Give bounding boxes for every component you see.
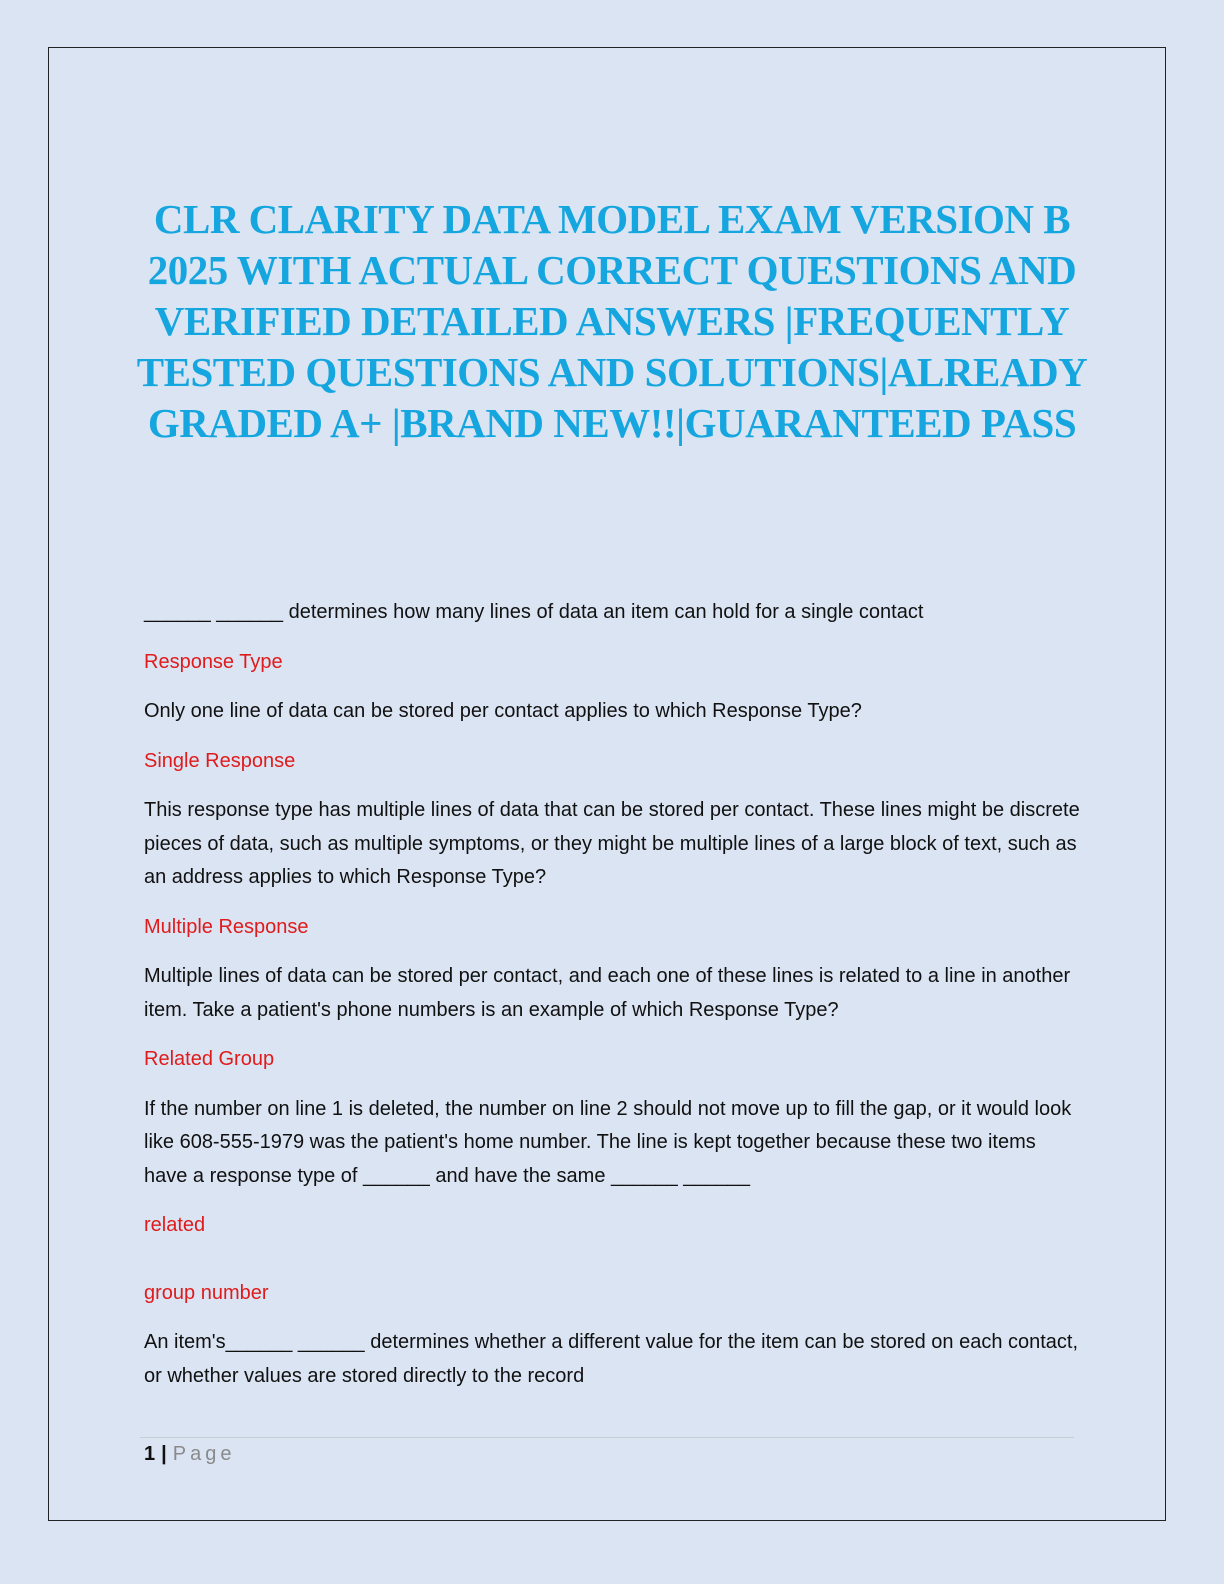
answer-4: Related Group: [144, 1048, 275, 1070]
question-5: If the number on line 1 is deleted, the number on line 2 should not move up to fill the gap, or it would look like 608-555-1979 was the patient's home number. The line is kept together because these two items have a response type of ______ and have the same ______ ______: [144, 1097, 1072, 1187]
question-1: ______ ______ determines how many lines of data an item can hold for a single contact: [144, 601, 924, 623]
question-6: An item's______ ______ determines whether a different value for the item can be stored on each contact, or whether values are stored directly to the record: [144, 1331, 1079, 1387]
answer-5b: group number: [144, 1281, 269, 1304]
page-footer: [144, 1440, 235, 1468]
page-label: Page: [172, 1443, 236, 1465]
footer-separator: |: [161, 1443, 167, 1465]
answer-1: Response Type: [144, 650, 283, 673]
question-4: Multiple lines of data can be stored per contact, and each one of these lines is related to a line in another item. Take a patient's phone numbers is an example of which Response Type?: [144, 965, 1071, 1021]
answer-3: Multiple Response: [144, 915, 309, 938]
answer-2: Single Response: [144, 749, 296, 772]
question-3: This response type has multiple lines of data that can be stored per contact. These lines might be discrete pieces of data, such as multiple symptoms, or they might be multiple lines of a large block of text, such as an address applies to which Response Type?: [144, 799, 1080, 888]
answer-5a: related: [144, 1214, 206, 1236]
document-title: CLR CLARITY DATA MODEL EXAM VERSION B 2025 WITH ACTUAL CORRECT QUESTIONS AND VERIFIED DETAILED ANSWERS |FREQUENTLY TESTED QUESTIONS AND SOLUTIONS|ALREADY GRADED A+ |BRAND NEW!!|GUARANTEED PASS: [136, 196, 1088, 446]
footer-divider: [140, 1437, 1074, 1438]
question-2: Only one line of data can be stored per contact applies to which Response Type?: [144, 700, 862, 722]
qa-content: [144, 596, 1084, 1409]
page-number: 1: [144, 1443, 156, 1465]
